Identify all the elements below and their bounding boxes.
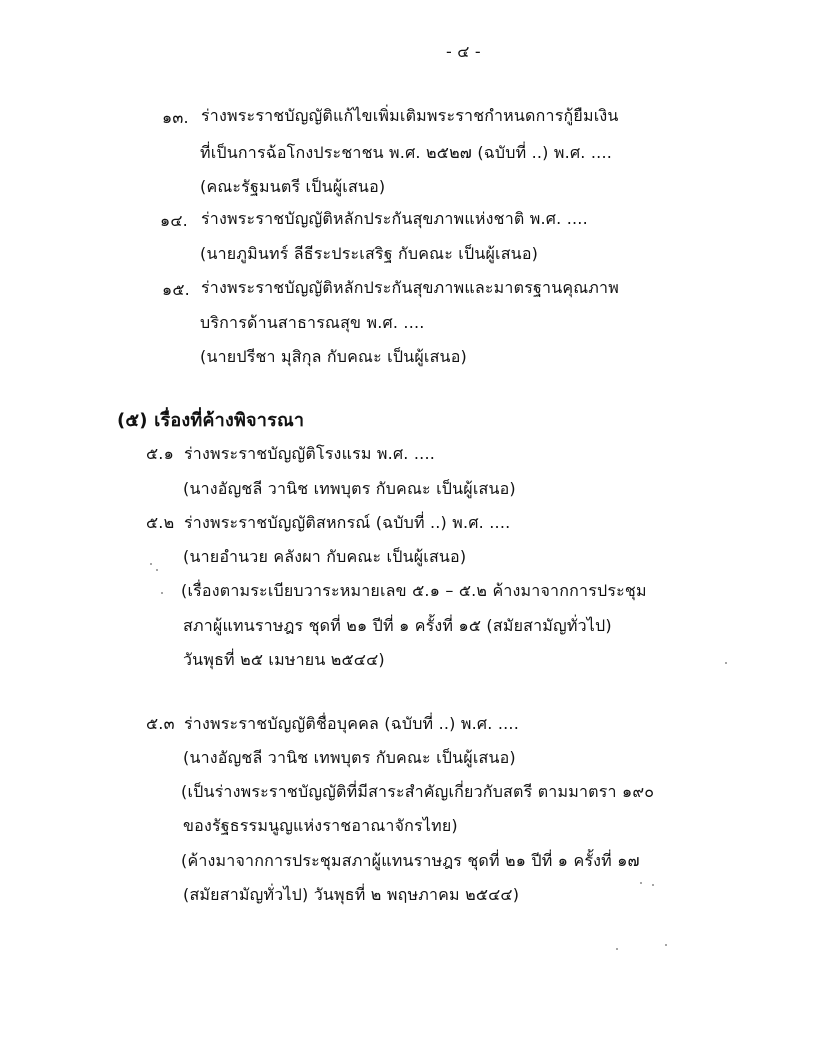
scan-speck <box>665 944 667 946</box>
item-15-number: ๑๕. <box>162 280 190 299</box>
scan-speck <box>156 569 158 571</box>
scan-speck <box>640 882 642 884</box>
item-5-2-title: ร่างพระราชบัญญัติสหกรณ์ (ฉบับที่ ..) พ.ศ. .... <box>184 513 511 532</box>
item-5-1-number: ๕.๑ <box>146 444 174 463</box>
scan-speck <box>150 563 152 565</box>
item-5-3-detail-line4: (สมัยสามัญทั่วไป) วันพุธที่ ๒ พฤษภาคม ๒๕๔๔) <box>183 885 520 904</box>
item-13-number: ๑๓. <box>162 108 189 127</box>
item-5-3-detail-line1: (เป็นร่างพระราชบัญญัติที่มีสาระสำคัญเกี่ยวกับสตรี ตามมาตรา ๑๙๐ <box>181 782 655 801</box>
item-5-3-number: ๕.๓ <box>146 714 175 733</box>
scan-speck <box>652 884 654 886</box>
item-5-1-proposer: (นางอัญชลี วานิช เทพบุตร กับคณะ เป็นผู้เสนอ) <box>183 479 516 498</box>
item-5-2-number: ๕.๒ <box>146 513 175 532</box>
scan-speck <box>725 662 727 664</box>
scan-speck <box>161 592 163 594</box>
item-5-3-detail-line2: ของรัฐธรรมนูญแห่งราชอาณาจักรไทย) <box>183 816 458 835</box>
item-14-proposer: (นายภูมินทร์ ลีธีระประเสริฐ กับคณะ เป็นผู้เสนอ) <box>200 244 539 263</box>
note-5-1-5-2-line3: วันพุธที่ ๒๕ เมษายน ๒๕๔๔) <box>183 650 385 669</box>
item-5-2-proposer: (นายอำนวย คลังผา กับคณะ เป็นผู้เสนอ) <box>183 547 467 566</box>
item-5-3-title: ร่างพระราชบัญญัติชื่อบุคคล (ฉบับที่ ..) พ.ศ. .... <box>184 714 519 733</box>
page-number: - ๔ - <box>446 42 481 61</box>
item-13-proposer: (คณะรัฐมนตรี เป็นผู้เสนอ) <box>200 177 386 196</box>
item-13-title-line2: ที่เป็นการฉ้อโกงประชาชน พ.ศ. ๒๕๒๗ (ฉบับที่ ..) พ.ศ. .... <box>200 143 613 162</box>
item-14-number: ๑๔. <box>160 211 188 230</box>
item-15-proposer: (นายปรีชา มุสิกุล กับคณะ เป็นผู้เสนอ) <box>200 347 467 366</box>
note-5-1-5-2-line1: (เรื่องตามระเบียบวาระหมายเลข ๕.๑ – ๕.๒ ค้างมาจากการประชุม <box>181 581 647 600</box>
item-5-3-detail-line3: (ค้างมาจากการประชุมสภาผู้แทนราษฎร ชุดที่ ๒๑ ปีที่ ๑ ครั้งที่ ๑๗ <box>181 851 640 870</box>
item-5-3-proposer: (นางอัญชลี วานิช เทพบุตร กับคณะ เป็นผู้เสนอ) <box>183 748 516 767</box>
section-5-heading: (๕) เรื่องที่ค้างพิจารณา <box>117 410 305 431</box>
note-5-1-5-2-line2: สภาผู้แทนราษฎร ชุดที่ ๒๑ ปีที่ ๑ ครั้งที่ ๑๕ (สมัยสามัญทั่วไป) <box>183 616 612 635</box>
item-15-title-line1: ร่างพระราชบัญญัติหลักประกันสุขภาพและมาตรฐานคุณภาพ <box>201 278 619 297</box>
item-15-title-line2: บริการด้านสาธารณสุข พ.ศ. .... <box>200 313 425 332</box>
item-5-1-title: ร่างพระราชบัญญัติโรงแรม พ.ศ. .... <box>184 444 436 463</box>
item-14-title-line1: ร่างพระราชบัญญัติหลักประกันสุขภาพแห่งชาติ พ.ศ. .... <box>201 209 588 228</box>
item-13-title-line1: ร่างพระราชบัญญัติแก้ไขเพิ่มเติมพระราชกำหนดการกู้ยืมเงิน <box>201 106 619 125</box>
scan-speck <box>616 948 618 950</box>
